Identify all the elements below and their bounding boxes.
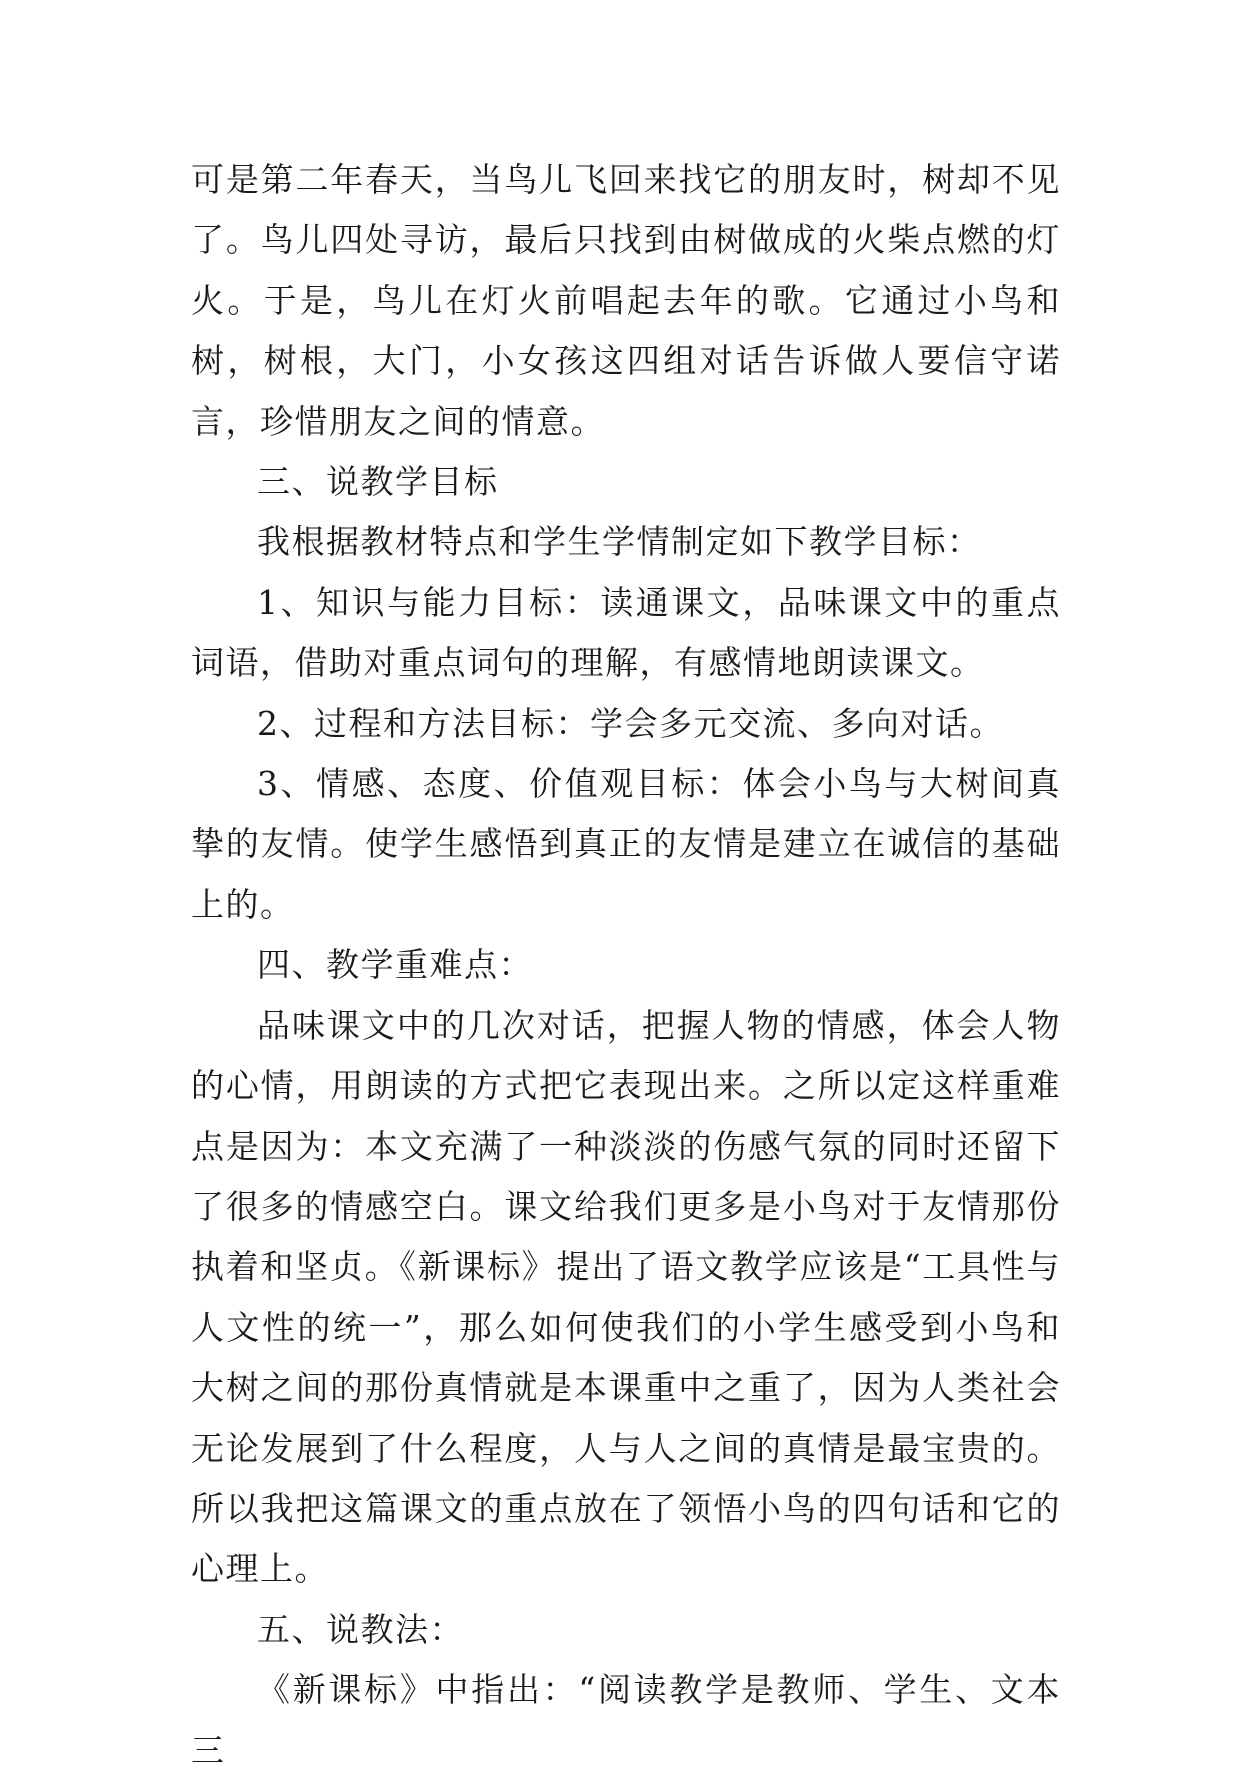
heading-teaching-objectives: 三、说教学目标 bbox=[257, 462, 499, 502]
list-item-objective-2: 2、过程和方法目标：学会多元交流、多向对话。 bbox=[257, 703, 1004, 743]
heading-key-difficulties: 四、教学重难点： bbox=[257, 945, 533, 985]
paragraph-key-difficulties: 品味课文中的几次对话，把握人物的情感，体会人物的心情，用朗读的方式把它表现出来。之所以定这样重难点是因为：本文充满了一种淡淡的伤感气氛的同时还留下了很多的情感空白。课文给我们更多是小鸟对于友情那份执着和坚贞。《新课标》提出了语文教学应该是“工具性与人文性的统一”，那么如何使我们的小学生感受到小鸟和大树之间的那份真情就是本课重中之重了，因为人类社会无论发展到了什么程度，人与人之间的真情是最宝贵的。所以我把这篇课文的重点放在了领悟小鸟的四句话和它的心理上。 bbox=[191, 1005, 1061, 1589]
paragraph-objectives-intro: 我根据教材特点和学生学情制定如下教学目标： bbox=[257, 522, 982, 562]
paragraph-continued-story: 可是第二年春天，当鸟儿飞回来找它的朋友时，树却不见了。鸟儿四处寻访，最后只找到由树做成的火柴点燃的灯火。于是，鸟儿在灯火前唱起去年的歌。它通过小鸟和树，树根，大门，小女孩这四组对话告诉做人要信守诺言，珍惜朋友之间的情意。 bbox=[191, 160, 1061, 441]
paragraph-teaching-methods: 《新课标》中指出：“阅读教学是教师、学生、文本三 bbox=[191, 1670, 1061, 1770]
document-body bbox=[191, 150, 1061, 1781]
list-item-objective-1: 1、知识与能力目标：读通课文，品味课文中的重点词语，借助对重点词句的理解，有感情地朗读课文。 bbox=[191, 582, 1061, 683]
list-item-objective-3: 3、情感、态度、价值观目标：体会小鸟与大树间真挚的友情。使学生感悟到真正的友情是建立在诚信的基础上的。 bbox=[191, 764, 1061, 924]
heading-teaching-methods: 五、说教法： bbox=[257, 1609, 464, 1649]
